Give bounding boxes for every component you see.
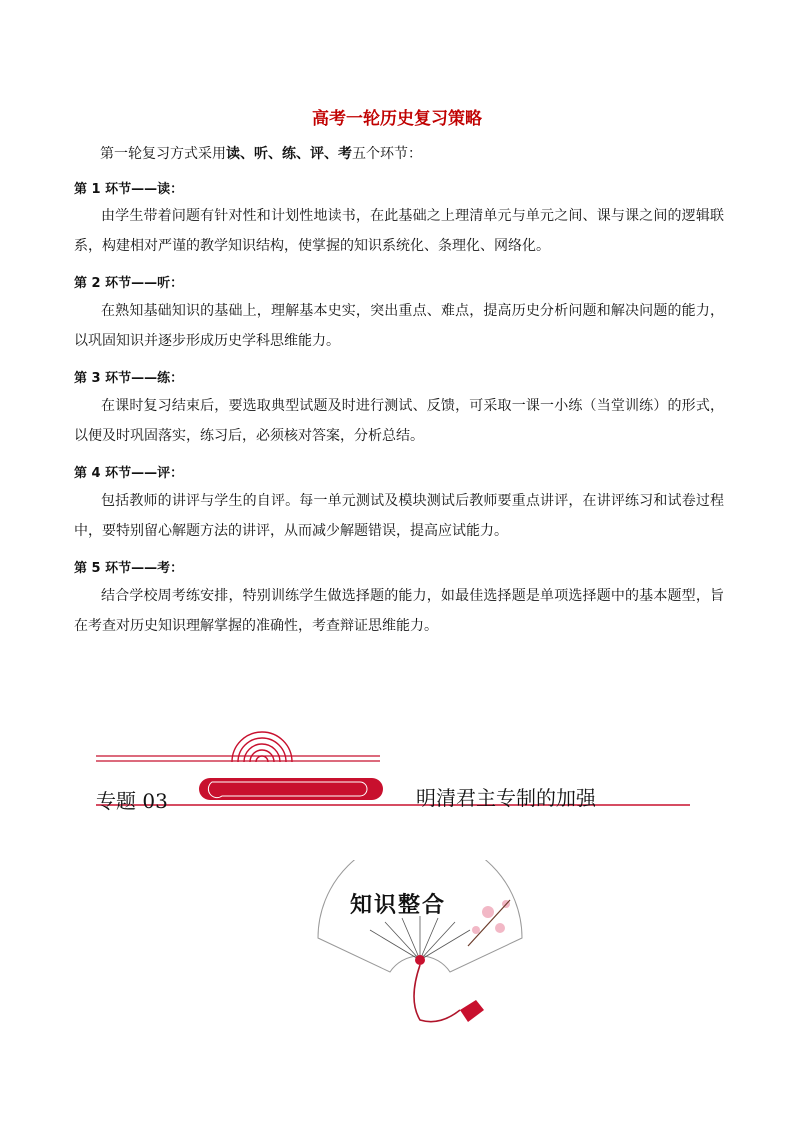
section-2-heading: 第 2 环节——听： [74,276,184,291]
fan-illustration [300,860,540,1030]
fan-tassel-cord [414,965,460,1022]
section-3-text: 在课时复习结束后，要选取典型试题及时进行测试、反馈，可采取一课一小练（当堂训练）的形式，以便及时巩固落实，练习后，必须核对答案，分析总结。 [74,398,724,444]
section-3-heading: 第 3 环节——练： [74,371,184,386]
page-title: 高考一轮历史复习策略 [312,109,482,129]
fan-tassel-icon [460,1000,484,1022]
section-4-heading: 第 4 环节——评： [74,466,184,481]
intro-line [100,143,422,163]
section-1-text: 由学生带着问题有针对性和计划性地读书，在此基础之上理清单元与单元之间、课与课之间的逻辑联系，构建相对严谨的教学知识结构，使掌握的知识系统化、条理化、网络化。 [74,208,724,254]
fan-label: 知识整合 [350,892,447,918]
section-4-text: 包括教师的讲评与学生的自评。每一单元测试及模块测试后教师要重点讲评，在讲评练习和试卷过程中，要特别留心解题方法的讲评，从而减少解题错误，提高应试能力。 [74,493,724,539]
topic-number: 专题 03 [96,789,168,813]
section-2-text: 在熟知基础知识的基础上，理解基本史实，突出重点、难点，提高历史分析问题和解决问题的能力，以巩固知识并逐步形成历史学科思维能力。 [74,303,724,349]
intro-bold: 读、听、练、评、考 [226,146,352,162]
intro-suffix: 五个环节： [352,146,422,162]
section-5-text: 结合学校周考练安排，特别训练学生做选择题的能力，如最佳选择题是单项选择题中的基本题型，旨在考查对历史知识理解掌握的准确性，考查辩证思维能力。 [74,588,724,634]
section-1-heading: 第 1 环节——读： [74,182,184,197]
topic-title: 明清君主专制的加强 [416,786,596,810]
intro-prefix: 第一轮复习方式采用 [100,146,226,162]
fan-pivot [415,955,425,965]
section-5-heading: 第 5 环节——考： [74,561,184,576]
banner-red-bar [199,778,383,800]
concentric-circles-icon [232,732,292,762]
